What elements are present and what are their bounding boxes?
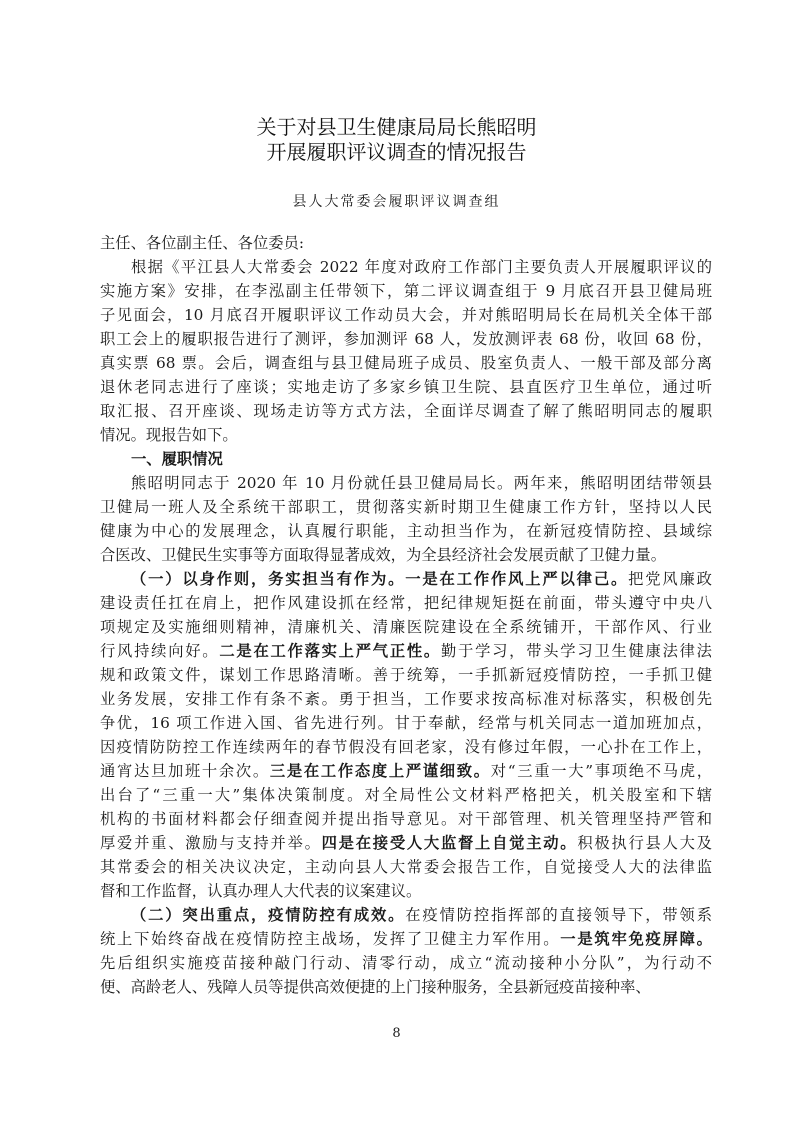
document-body [100,231,712,999]
text-line [100,951,712,975]
bold-text: （一）以身作则，务实担当有作为。一是在工作作风上严以律己。 [131,570,629,588]
text-segment: 把党风廉政 [628,570,712,588]
text-segment: 先后组织实施疫苗接种敲门行动、清零行动，成立“流动接种小分队”，为行动不 [100,954,712,972]
text-segment: 取汇报、召开座谈、现场走访等方式方法，全面详尽调查了解了熊昭明同志的履职 [100,402,712,420]
text-segment: 积极执行县人大及 [577,834,712,852]
paragraph [100,903,712,999]
bold-text: 一、履职情况 [131,450,223,468]
text-line [100,927,712,951]
text-segment: 主任、各位副主任、各位委员: [100,234,305,252]
bold-text: 四是在接受人大监督上自觉主动。 [321,834,578,852]
text-segment: 职工会上的履职报告进行了测评，参加测评 68 人，发放测评表 68 份，收回 68 份， [100,330,712,348]
text-line [100,663,712,687]
text-segment: 争优，16 项工作进入国、省先进行列。甘于奉献，经常与机关同志一道加班加点， [100,714,712,732]
text-segment: 建设责任扛在肩上，把作风建设抓在经常，把纪律规矩挺在前面，带头遵守中央八 [100,594,712,612]
document-author: 县人大常委会履职评议调查组 [292,194,501,210]
text-segment: 便、高龄老人、残障人员等提供高效便捷的上门接种服务，全县新冠疫苗接种率、 [100,978,651,996]
text-line [100,639,712,663]
text-segment: 通宵达旦加班十余次。 [100,762,270,780]
text-segment: 情况。现报告如下。 [100,426,238,444]
text-line [100,567,712,591]
text-line [100,255,712,279]
text-segment: 出台了“三重一大”集体决策制度。对全局性公文材料严格把关，机关股室和下辖 [100,786,712,804]
text-segment: 厚爱并重、激励与支持并举。 [100,834,322,852]
text-segment: 其常委会的相关决议决定，主动向县人大常委会报告工作，自觉接受人大的法律监 [100,858,712,876]
text-segment: 督和工作监督，认真办理人大代表的议案建议。 [100,882,422,900]
text-line [100,711,712,735]
text-segment: 项规定及实施细则精神，清廉机关、清廉医院建设在全系统铺开，干部作风、行业 [100,618,712,636]
text-segment: 在疫情防控指挥部的直接领导下，带领系 [405,906,712,924]
text-line [100,831,712,855]
title-line-1: 关于对县卫生健康局局长熊昭明 [256,115,537,139]
text-line [100,903,712,927]
bold-text: 二是在工作落实上严气正性。 [219,642,441,660]
text-line [100,807,712,831]
text-line [100,687,712,711]
text-line [100,879,712,903]
text-segment: 机构的书面材料都会仔细查阅并提出指导意见。对干部管理、机关管理坚持严管和 [100,810,712,828]
text-segment: 勤于学习，带头学习卫生健康法律法 [440,642,712,660]
text-line [100,279,712,303]
text-line [100,351,712,375]
text-line [100,399,712,423]
text-segment: 行风持续向好。 [100,642,220,660]
text-line [100,975,712,999]
paragraph [100,447,712,471]
text-line [100,543,712,567]
text-line [100,519,712,543]
text-segment: 实施方案》安排，在李泓副主任带领下，第二评议调查组于 9 月底召开县卫健局班 [100,282,712,300]
page-number: 8 [392,1026,401,1041]
text-line [100,375,712,399]
text-segment: 退休老同志进行了座谈；实地走访了多家乡镇卫生院、县直医疗卫生单位，通过听 [100,378,712,396]
text-line [100,327,712,351]
paragraph [100,231,712,255]
text-line [100,735,712,759]
paragraph [100,471,712,567]
text-line [100,615,712,639]
bold-text: 三是在工作态度上严谨细致。 [269,762,491,780]
text-segment: 业务发展，安排工作有条不紊。勇于担当，工作要求按高标准对标落实，积极创先 [100,690,712,708]
paragraph [100,567,712,903]
bold-text: （二）突出重点，疫情防控有成效。 [131,906,406,924]
document-title [0,115,793,165]
text-segment: 规和政策文件，谋划工作思路清晰。善于统筹，一手抓新冠疫情防控，一手抓卫健 [100,666,712,684]
text-segment: 熊昭明同志于 2020 年 10 月份就任县卫健局局长。两年来，熊昭明团结带领县 [131,474,712,492]
text-line [100,759,712,783]
text-segment: 真实票 68 票。会后，调查组与县卫健局班子成员、股室负责人、一般干部及部分离 [100,354,712,372]
text-segment: 根据《平江县人大常委会 2022 年度对政府工作部门主要负责人开展履职评议的 [131,258,712,276]
text-line [100,447,712,471]
bold-text: 一是筑牢免疫屏障。 [560,930,712,948]
paragraph [100,255,712,447]
text-segment: 子见面会，10 月底召开履职评议工作动员大会，并对熊昭明局长在局机关全体干部 [100,306,712,324]
text-line [100,231,712,255]
text-segment: 卫健局一班人及全系统干部职工，贯彻落实新时期卫生健康工作方针，坚持以人民 [100,498,712,516]
text-line [100,471,712,495]
text-segment: 合医改、卫健民生实事等方面取得显著成效，为全县经济社会发展贡献了卫健力量。 [100,546,666,564]
text-line [100,591,712,615]
text-line [100,303,712,327]
text-line [100,855,712,879]
text-segment: 健康为中心的发展理念，认真履行职能，主动担当作为，在新冠疫情防控、县域综 [100,522,712,540]
text-segment: 统上下始终奋战在疫情防控主战场，发挥了卫健主力军作用。 [100,930,561,948]
text-line [100,423,712,447]
text-segment: 因疫情防防控工作连续两年的春节假没有回老家，没有修过年假，一心扑在工作上， [100,738,712,756]
text-line [100,783,712,807]
text-segment: 对“三重一大”事项绝不马虎， [490,762,712,780]
text-line [100,495,712,519]
title-line-2: 开展履职评议调查的情况报告 [266,140,527,164]
